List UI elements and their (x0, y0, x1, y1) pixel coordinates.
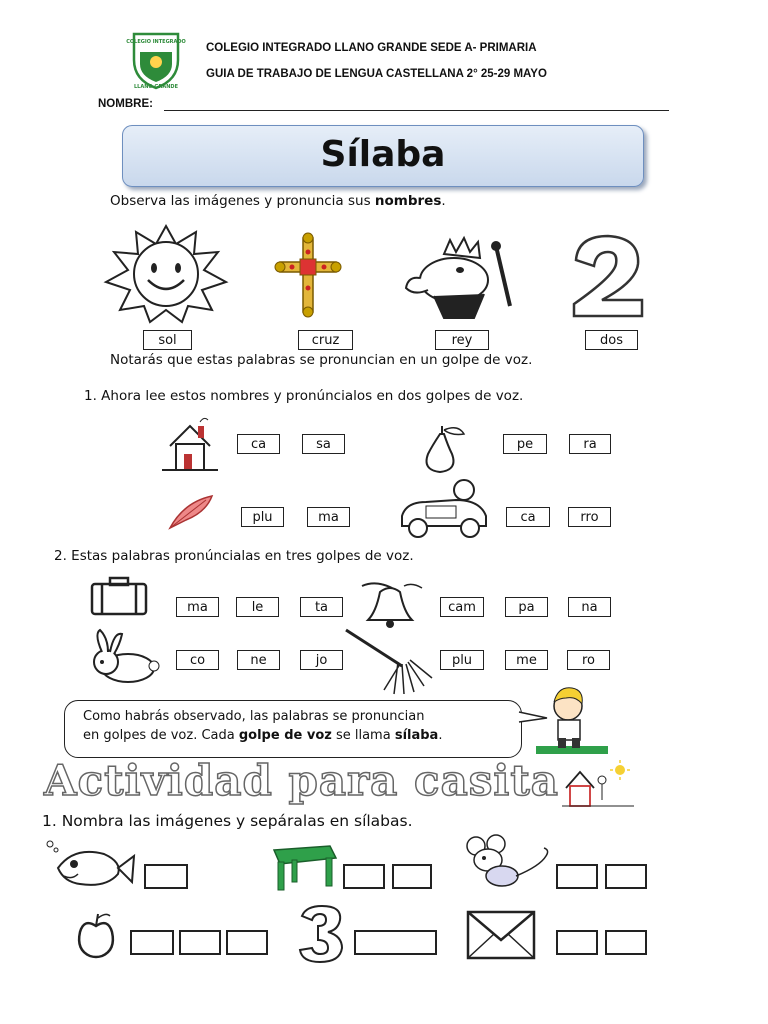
number-two-icon (568, 234, 648, 318)
page-title: Sílaba (320, 134, 446, 175)
syllable-box: pa (505, 597, 548, 617)
word-box: dos (585, 330, 638, 350)
syllable-box: ca (237, 434, 280, 454)
school-logo (128, 30, 184, 90)
homework-heading: 1. Nombra las imágenes y sepáralas en sílabas. (42, 812, 413, 830)
bubble-line2: en golpes de voz. Cada golpe de voz se llama sílaba. (83, 728, 443, 743)
syllable-box: ne (237, 650, 280, 670)
syllable-box: ta (300, 597, 343, 617)
feather-duster-icon (344, 628, 436, 696)
car-icon (396, 476, 492, 540)
mouse-icon (456, 836, 552, 894)
house-icon (162, 414, 218, 474)
house-sun-icon (562, 760, 634, 810)
speech-bubble (64, 700, 522, 758)
syllable-box: ca (506, 507, 550, 527)
syllable-box: sa (302, 434, 345, 454)
guide-title: GUIA DE TRABAJO DE LENGUA CASTELLANA 2° 25-29 MAYO (206, 68, 547, 80)
logo-text-bottom: LLANO GRANDE (134, 84, 178, 90)
name-line[interactable] (164, 110, 669, 111)
answer-box[interactable] (392, 864, 432, 889)
answer-box[interactable] (605, 930, 647, 955)
answer-box[interactable] (144, 864, 188, 889)
school-name: COLEGIO INTEGRADO LLANO GRANDE SEDE A- PRIMARIA (206, 42, 537, 54)
word-box: rey (435, 330, 489, 350)
syllable-box: me (505, 650, 548, 670)
syllable-box: ro (567, 650, 610, 670)
king-icon (404, 236, 524, 320)
answer-box[interactable] (179, 930, 221, 955)
syllable-box: jo (300, 650, 343, 670)
syllable-box: plu (440, 650, 484, 670)
answer-box[interactable] (556, 864, 598, 889)
answer-box[interactable] (354, 930, 437, 955)
bubble-line1: Como habrás observado, las palabras se pronuncian (83, 709, 425, 724)
syllable-box: cam (440, 597, 484, 617)
name-label: NOMBRE: (98, 98, 153, 110)
syllable-box: le (236, 597, 279, 617)
number-three-icon (296, 904, 346, 964)
cross-icon (276, 232, 340, 316)
one-syllable-note: Notarás que estas palabras se pronuncian en un golpe de voz. (110, 352, 533, 368)
boy-icon (536, 686, 608, 758)
bell-icon (356, 578, 426, 632)
answer-box[interactable] (130, 930, 174, 955)
pear-icon (418, 424, 468, 474)
title-banner (122, 125, 644, 187)
syllable-box: ma (307, 507, 350, 527)
feather-icon (166, 492, 216, 532)
syllable-box: pe (503, 434, 547, 454)
syllable-box: ra (569, 434, 611, 454)
syllable-box: co (176, 650, 219, 670)
syllable-box: ma (176, 597, 219, 617)
syllable-box: na (568, 597, 611, 617)
rabbit-icon (88, 628, 160, 686)
intro-text: Observa las imágenes y pronuncia sus nombres. (110, 193, 446, 209)
envelope-icon (466, 910, 536, 960)
word-box: cruz (298, 330, 353, 350)
apple-icon (76, 910, 116, 960)
suitcase-icon (90, 576, 148, 616)
fish-icon (44, 838, 136, 894)
syllable-box: plu (241, 507, 284, 527)
table-icon (268, 842, 338, 892)
exercise2-heading: 2. Estas palabras pronúncialas en tres golpes de voz. (54, 548, 414, 564)
homework-title: Actividad para casita (44, 756, 559, 805)
exercise1-heading: 1. Ahora lee estos nombres y pronúncialos en dos golpes de voz. (84, 388, 524, 404)
syllable-box: rro (568, 507, 611, 527)
answer-box[interactable] (605, 864, 647, 889)
answer-box[interactable] (226, 930, 268, 955)
answer-box[interactable] (556, 930, 598, 955)
sun-icon (100, 222, 232, 322)
word-box: sol (143, 330, 192, 350)
answer-box[interactable] (343, 864, 385, 889)
logo-text-top: COLEGIO INTEGRADO (126, 39, 186, 45)
